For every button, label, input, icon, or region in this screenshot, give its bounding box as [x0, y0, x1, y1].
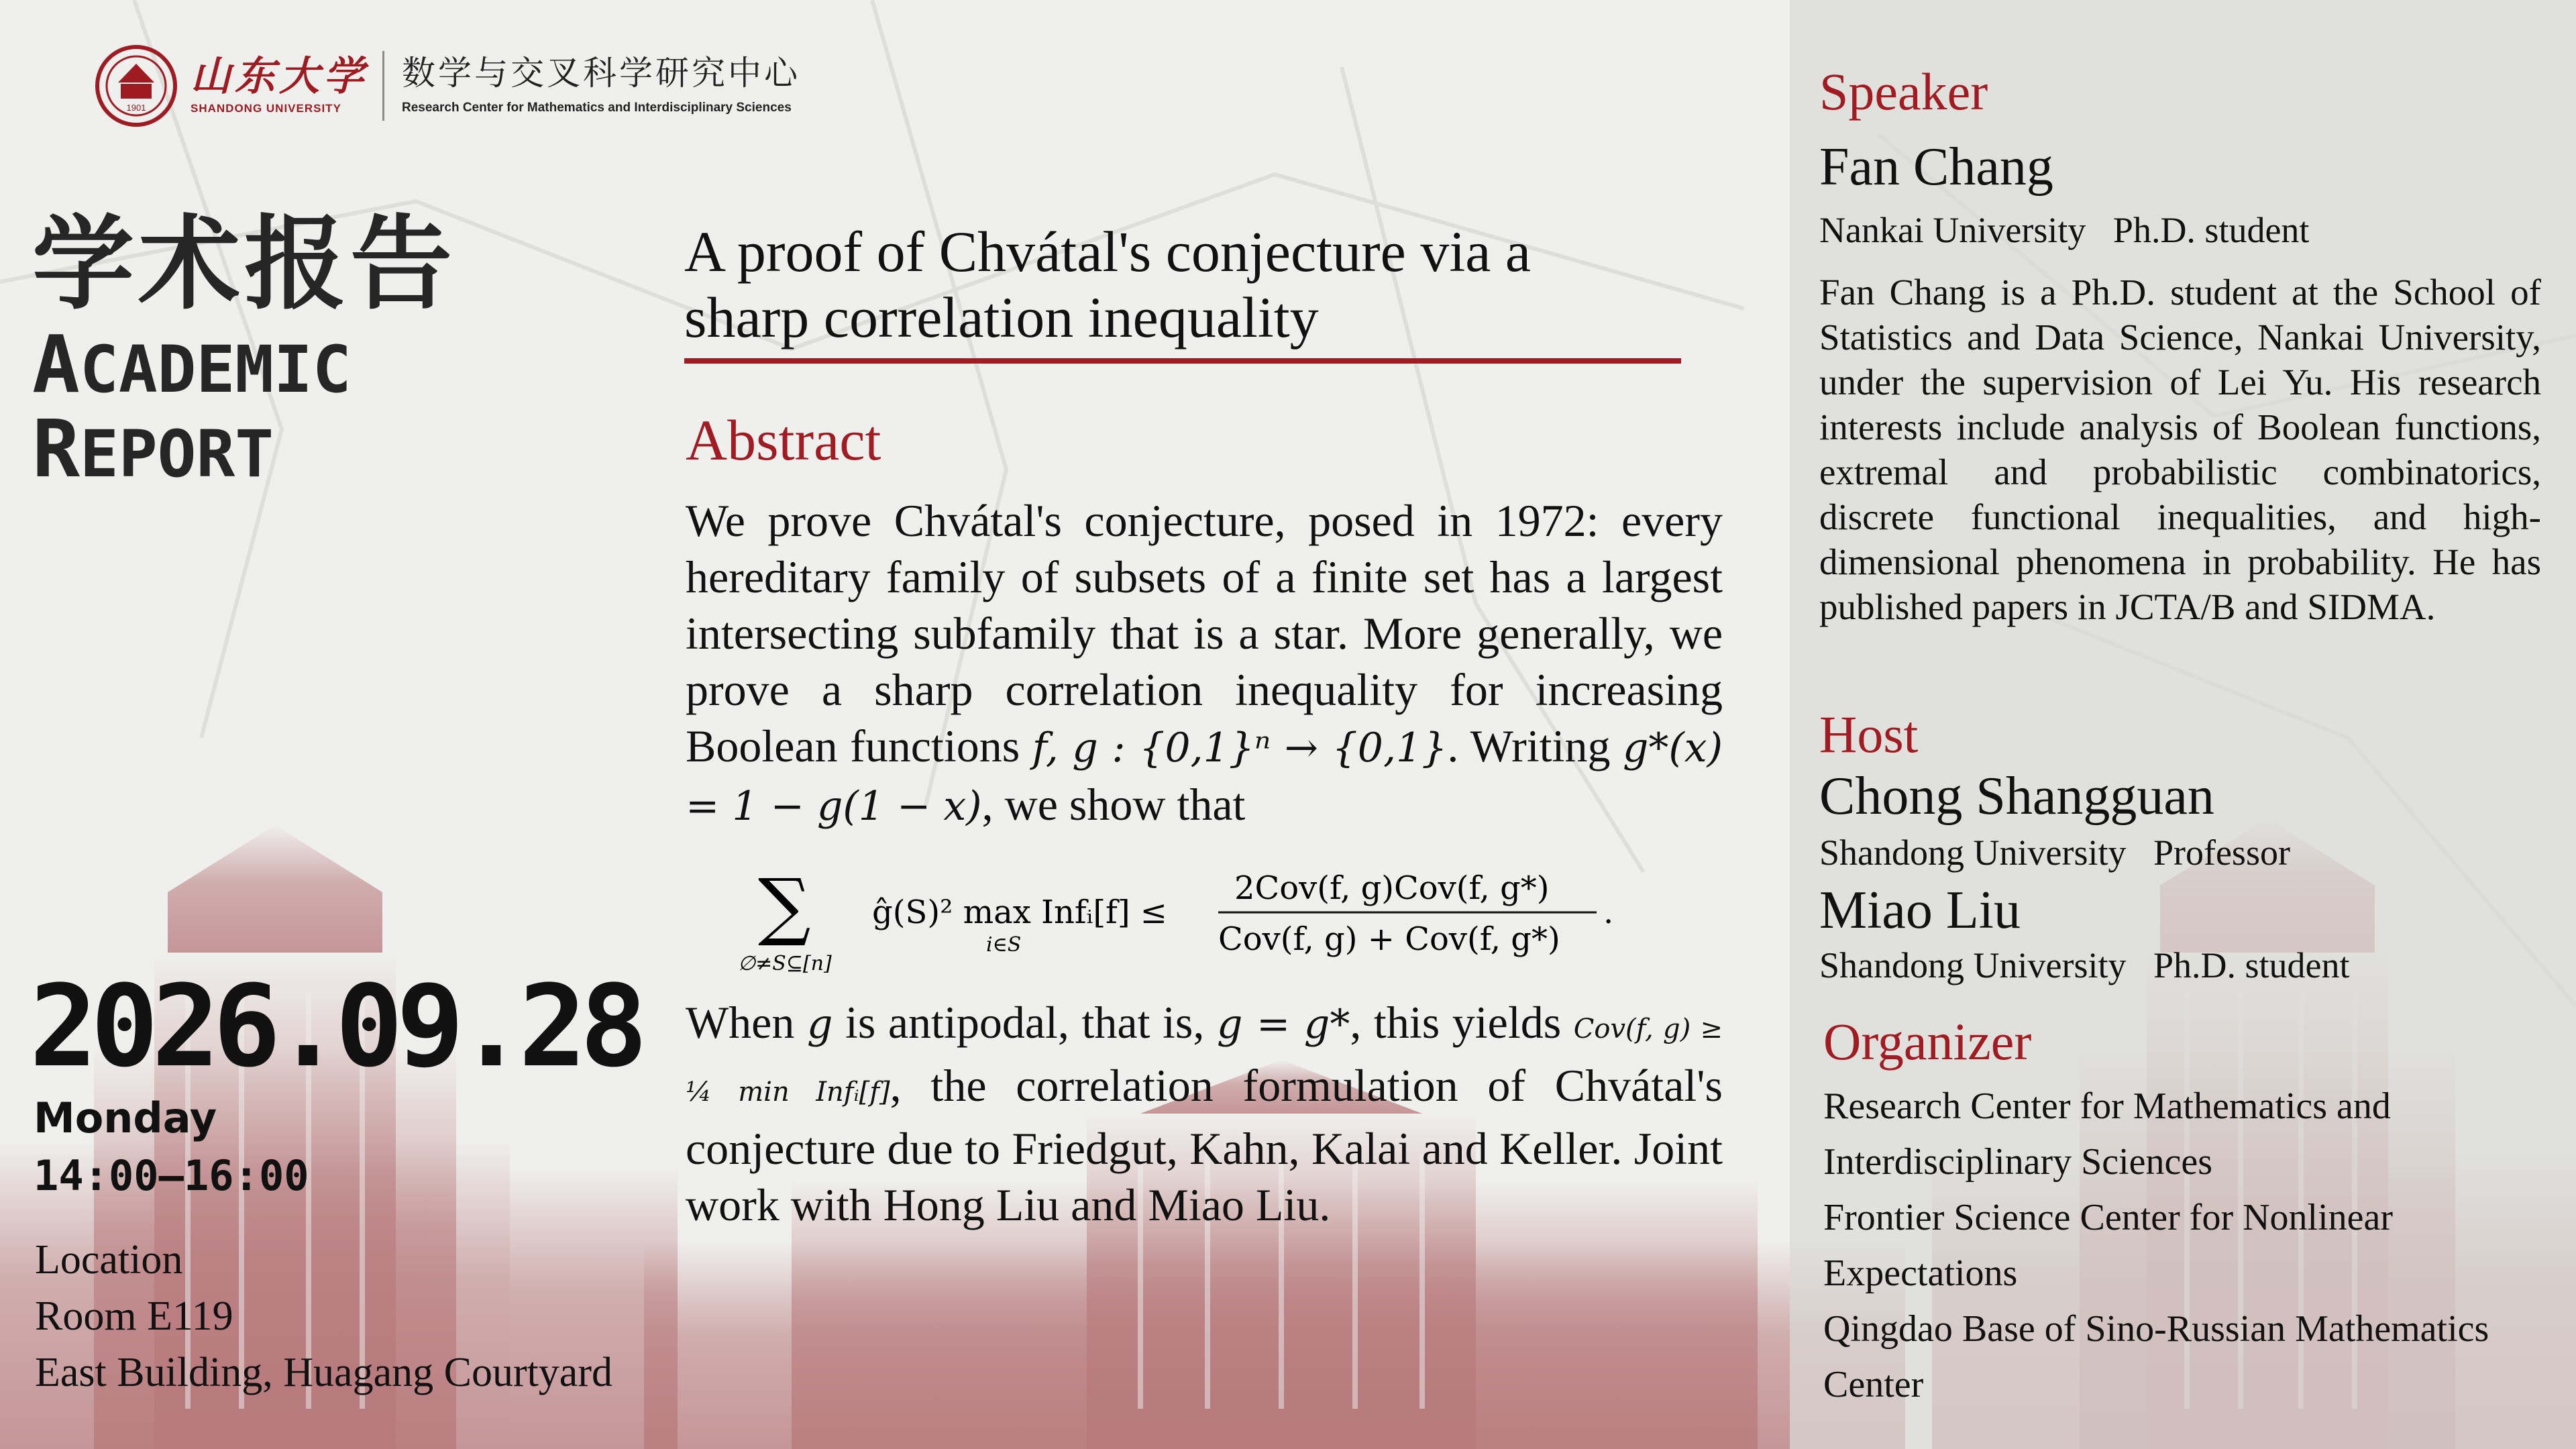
host-heading: Host	[1819, 705, 1919, 763]
host1-affiliation: Shandong University Professor	[1819, 833, 2290, 873]
event-date: 2026.09.28	[30, 961, 641, 1092]
abstract-text-2: Writing	[1470, 720, 1611, 771]
formula-max-subscript: i∈S	[986, 933, 1022, 957]
university-seal-icon	[94, 44, 178, 128]
formula-sum-symbol: ∑	[758, 863, 811, 949]
organizer-item: Qingdao Base of Sino-Russian Mathematics Center	[1823, 1308, 2489, 1405]
organizer-item: Frontier Science Center for Nonlinear Expectations	[1823, 1197, 2394, 1294]
logo-divider	[382, 51, 384, 121]
location-room: Room E119	[35, 1293, 233, 1339]
host2-affiliation: Shandong University Ph.D. student	[1819, 945, 2350, 985]
center-name-cn: 数学与交叉科学研究中心	[402, 54, 800, 93]
abstract-math-2: g*(x) = 1 − g(1 − x)	[686, 724, 1723, 830]
organizer-list	[1823, 1079, 2555, 1413]
page-title-en-line2: REPORT	[32, 402, 274, 495]
talk-title	[684, 219, 1690, 350]
formula-sum-subscript: ∅≠S⊆[n]	[738, 952, 832, 975]
abstract-math-1: f, g : {0,1}ⁿ → {0,1}	[1032, 724, 1448, 771]
speaker-heading: Speaker	[1819, 62, 1988, 121]
abstract-text-3-end: , the correlation formulation of Chvátal's conjecture due to Friedgut, Kahn, Kalai and Keller. Joint work with Hong Liu and Miao Liu.	[686, 1060, 1723, 1230]
abstract-math-3: g	[806, 1001, 833, 1048]
university-name-en: SHANDONG UNIVERSITY	[191, 102, 341, 115]
abstract-math-4: g = g*	[1216, 1001, 1350, 1048]
abstract-paragraph-1	[686, 492, 1723, 835]
title-underline	[684, 358, 1681, 364]
location-building: East Building, Huagang Courtyard	[35, 1350, 612, 1395]
host1-name: Chong Shangguan	[1819, 767, 2214, 826]
formula-period: .	[1603, 894, 1614, 931]
center-name-en: Research Center for Mathematics and Interdisciplinary Sciences	[402, 101, 792, 115]
abstract-text-1-end: .	[1447, 720, 1459, 771]
formula-numerator: 2Cov(f, g)Cov(f, g*)	[1234, 869, 1550, 907]
organizer-heading: Organizer	[1823, 1012, 2032, 1071]
event-location	[35, 1232, 612, 1401]
page-title-cn: 学术报告	[32, 205, 456, 323]
abstract-text-3: When	[686, 997, 795, 1048]
organizer-item: Research Center for Mathematics and Interdisciplinary Sciences	[1823, 1085, 2391, 1183]
abstract-heading: Abstract	[686, 408, 881, 472]
event-time: 14:00—16:00	[34, 1151, 309, 1200]
abstract-text-3-mid2: , this yields	[1350, 997, 1562, 1048]
speaker-affiliation: Nankai University Ph.D. student	[1819, 210, 2310, 250]
abstract-math-5: Cov(f, g) ≥ ¼ min Infᵢ[f]	[686, 1014, 1723, 1108]
main-inequality-formula	[738, 856, 1677, 977]
speaker-bio: Fan Chang is a Ph.D. student at the School of Statistics and Data Science, Nankai University, under the supervision of Lei Yu. His research interests include analysis of Boolean functions, extremal and probabilistic combinatorics, discrete functional inequalities, and high-dimensional phenomena in probability. He has published papers in JCTA/B and SIDMA.	[1819, 272, 2541, 627]
event-weekday: Monday	[34, 1093, 217, 1142]
abstract-text-2-end: , we show that	[981, 779, 1246, 830]
abstract-paragraph-2	[686, 994, 1723, 1233]
talk-title-line1: A proof of Chvátal's conjecture via a	[684, 219, 1532, 284]
formula-denominator: Cov(f, g) + Cov(f, g*)	[1218, 920, 1560, 958]
svg-text:1901: 1901	[126, 103, 146, 113]
speaker-name: Fan Chang	[1819, 138, 2053, 197]
university-name-cn: 山东大学	[191, 53, 368, 100]
header-logos	[94, 39, 800, 133]
talk-title-line2: sharp correlation inequality	[684, 285, 1319, 350]
host2-name: Miao Liu	[1819, 881, 2021, 940]
abstract-text-1: We prove Chvátal's conjecture, posed in 1972: every hereditary family of subsets of a finite set has a largest intersecting subfamily that is a star. More generally, we prove a sharp correlation inequality for increasing Boolean functions	[686, 495, 1723, 771]
formula-lhs-term: ĝ(S)² max Infᵢ[f] ≤	[872, 894, 1168, 931]
page-title-en-line1: ACADEMIC	[32, 318, 352, 411]
abstract-text-3-mid: is antipodal, that is,	[845, 997, 1205, 1048]
location-label: Location	[35, 1237, 183, 1283]
